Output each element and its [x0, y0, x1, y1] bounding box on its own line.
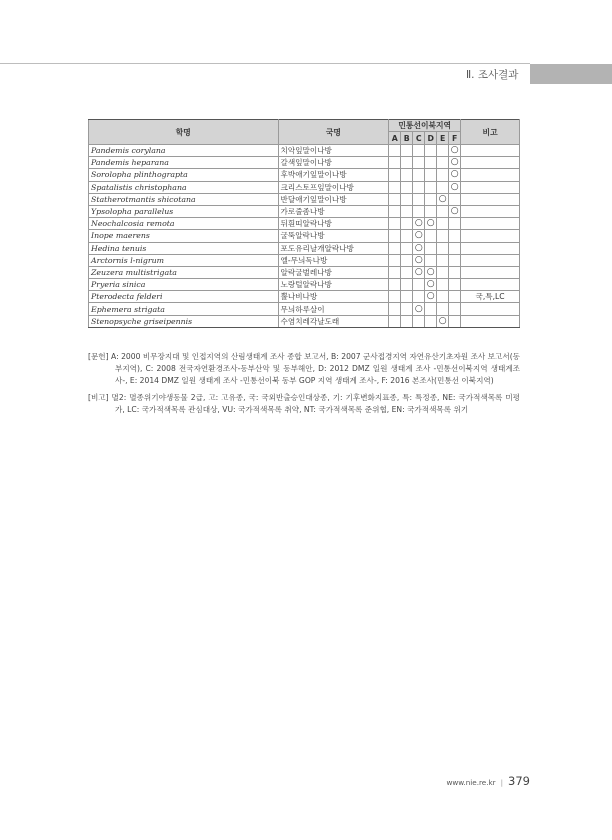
- presence-mark: [425, 242, 437, 254]
- korean-name: 치악잎말이나방: [278, 145, 389, 157]
- presence-mark: [401, 266, 413, 278]
- presence-mark: [413, 279, 425, 291]
- korean-name: 엘-무늬독나방: [278, 254, 389, 266]
- presence-mark: [449, 242, 461, 254]
- presence-mark: ○: [413, 230, 425, 242]
- remark-cell: 국,특,LC: [461, 291, 520, 303]
- presence-mark: ○: [425, 291, 437, 303]
- remark-cell: [461, 303, 520, 315]
- header-remarks: 비고: [461, 120, 520, 145]
- presence-mark: [425, 315, 437, 327]
- table-row: [89, 242, 520, 254]
- presence-mark: [449, 315, 461, 327]
- scientific-name: Pandemis heparana: [89, 157, 279, 169]
- presence-mark: [389, 181, 401, 193]
- header-scientific-name: 학명: [89, 120, 279, 145]
- korean-name: 알락굴벌레나방: [278, 266, 389, 278]
- presence-mark: [449, 218, 461, 230]
- presence-mark: [401, 169, 413, 181]
- presence-mark: [401, 157, 413, 169]
- korean-name: 후박애기잎말이나방: [278, 169, 389, 181]
- page-number: 379: [508, 774, 530, 788]
- header-rule: [0, 63, 530, 64]
- presence-mark: [413, 193, 425, 205]
- presence-mark: ○: [449, 145, 461, 157]
- presence-mark: [389, 230, 401, 242]
- scientific-name: Ephemera strigata: [89, 303, 279, 315]
- remark-cell: [461, 181, 520, 193]
- korean-name: 무늬하루살이: [278, 303, 389, 315]
- presence-mark: [401, 303, 413, 315]
- presence-mark: [389, 303, 401, 315]
- presence-mark: [413, 291, 425, 303]
- header-col-d: D: [425, 132, 437, 145]
- presence-mark: [401, 315, 413, 327]
- scientific-name: Zeuzera multistrigata: [89, 266, 279, 278]
- presence-mark: [413, 145, 425, 157]
- presence-mark: [389, 218, 401, 230]
- korean-name: 갈색잎말이나방: [278, 157, 389, 169]
- korean-name: 크리스토프잎말이나방: [278, 181, 389, 193]
- korean-name: 노랑털알락나방: [278, 279, 389, 291]
- presence-mark: [437, 169, 449, 181]
- header-col-b: B: [401, 132, 413, 145]
- scientific-name: Arctornis l-nigrum: [89, 254, 279, 266]
- presence-mark: [437, 279, 449, 291]
- scientific-name: Statherotmantis shicotana: [89, 193, 279, 205]
- table-row: [89, 230, 520, 242]
- header-region-group: 민통선이북지역: [389, 120, 461, 132]
- presence-mark: [437, 266, 449, 278]
- presence-mark: ○: [413, 218, 425, 230]
- korean-name: 뿔나비나방: [278, 291, 389, 303]
- presence-mark: [389, 315, 401, 327]
- presence-mark: [437, 218, 449, 230]
- presence-mark: [425, 193, 437, 205]
- korean-name: 포도유리날개알락나방: [278, 242, 389, 254]
- presence-mark: [425, 230, 437, 242]
- scientific-name: Ypsolopha parallelus: [89, 205, 279, 217]
- page-footer: [446, 774, 530, 788]
- presence-mark: [437, 205, 449, 217]
- presence-mark: [401, 242, 413, 254]
- table-row: [89, 205, 520, 217]
- presence-mark: [401, 218, 413, 230]
- presence-mark: [413, 157, 425, 169]
- presence-mark: [437, 157, 449, 169]
- remark-cell: [461, 218, 520, 230]
- presence-mark: [401, 279, 413, 291]
- presence-mark: [401, 145, 413, 157]
- header-col-e: E: [437, 132, 449, 145]
- presence-mark: [437, 242, 449, 254]
- scientific-name: Neochalcosia remota: [89, 218, 279, 230]
- remark-cell: [461, 315, 520, 327]
- presence-mark: [389, 254, 401, 266]
- table-row: [89, 254, 520, 266]
- presence-mark: ○: [437, 193, 449, 205]
- scientific-name: Spatalistis christophana: [89, 181, 279, 193]
- presence-mark: [413, 205, 425, 217]
- presence-mark: ○: [413, 254, 425, 266]
- korean-name: 뒤흰띠알락나방: [278, 218, 389, 230]
- presence-mark: [389, 242, 401, 254]
- table-row: [89, 157, 520, 169]
- presence-mark: [389, 169, 401, 181]
- presence-mark: ○: [437, 315, 449, 327]
- remark-cell: [461, 230, 520, 242]
- presence-mark: ○: [449, 205, 461, 217]
- presence-mark: ○: [449, 169, 461, 181]
- table-row: [89, 181, 520, 193]
- presence-mark: ○: [413, 266, 425, 278]
- table-row: [89, 193, 520, 205]
- presence-mark: [425, 145, 437, 157]
- literature-note: [문헌] A: 2000 비무장지대 및 인접지역의 산림생태계 조사 종합 보고서, B: 2007 군사접경지역 자연유산기초자원 조사 보고서(동부지역), C: 2008 전국자연환경조사-동부산악 및 동부해안, D: 2012 DMZ 일원 생태계 조사 -민통선이북지역 생태계조사-, E: 2014 DMZ 일원 생태계 조사 -민통선이북 동부 GOP 지역 생태계 조사-, F: 2016 본조사(민통선 이북지역): [88, 352, 520, 386]
- presence-mark: [425, 254, 437, 266]
- site-url: www.nie.re.kr: [446, 778, 496, 787]
- presence-mark: ○: [413, 303, 425, 315]
- remark-cell: [461, 193, 520, 205]
- presence-mark: [401, 230, 413, 242]
- table-row: [89, 303, 520, 315]
- presence-mark: [389, 145, 401, 157]
- presence-mark: ○: [449, 181, 461, 193]
- table-row: [89, 218, 520, 230]
- presence-mark: [389, 205, 401, 217]
- scientific-name: Hedina tenuis: [89, 242, 279, 254]
- presence-mark: ○: [449, 157, 461, 169]
- presence-mark: [437, 145, 449, 157]
- presence-mark: [413, 169, 425, 181]
- presence-mark: [401, 205, 413, 217]
- presence-mark: [389, 266, 401, 278]
- presence-mark: [401, 291, 413, 303]
- table-row: [89, 291, 520, 303]
- header-col-f: F: [449, 132, 461, 145]
- presence-mark: ○: [425, 266, 437, 278]
- korean-name: 반달애기잎말이나방: [278, 193, 389, 205]
- scientific-name: Pryeria sinica: [89, 279, 279, 291]
- presence-mark: [437, 254, 449, 266]
- section-title: Ⅱ. 조사결과: [466, 69, 519, 81]
- presence-mark: [425, 181, 437, 193]
- scientific-name: Pterodecta felderi: [89, 291, 279, 303]
- presence-mark: [389, 157, 401, 169]
- scientific-name: Sorolopha plinthograpta: [89, 169, 279, 181]
- presence-mark: ○: [413, 242, 425, 254]
- remark-cell: [461, 145, 520, 157]
- presence-mark: [401, 193, 413, 205]
- presence-mark: [425, 169, 437, 181]
- species-table: [88, 119, 520, 328]
- header-col-a: A: [389, 132, 401, 145]
- presence-mark: [449, 230, 461, 242]
- korean-name: 가로줄좀나방: [278, 205, 389, 217]
- presence-mark: [389, 291, 401, 303]
- remarks-note: [비고] 멸2: 멸종위기야생동물 2급, 고: 고유종, 국: 국외반출승인대상종, 기: 기후변화지표종, 특: 특정종, NE: 국가적색목록 미평가, LC: 국가적색목록 관심대상, VU: 국가적색목록 취약, NT: 국가적색목록 준위협, EN: 국가적색목록 위기: [88, 392, 520, 414]
- presence-mark: [425, 303, 437, 315]
- remark-cell: [461, 242, 520, 254]
- remark-cell: [461, 157, 520, 169]
- presence-mark: ○: [425, 279, 437, 291]
- presence-mark: [437, 303, 449, 315]
- remark-cell: [461, 205, 520, 217]
- presence-mark: [449, 266, 461, 278]
- presence-mark: [425, 205, 437, 217]
- remark-cell: [461, 279, 520, 291]
- table-row: [89, 169, 520, 181]
- header-col-c: C: [413, 132, 425, 145]
- remark-cell: [461, 169, 520, 181]
- header-korean-name: 국명: [278, 120, 389, 145]
- table-row: [89, 315, 520, 327]
- presence-mark: [389, 193, 401, 205]
- presence-mark: [449, 303, 461, 315]
- korean-name: 굴뚝알락나방: [278, 230, 389, 242]
- presence-mark: [449, 254, 461, 266]
- table-row: [89, 266, 520, 278]
- presence-mark: [401, 181, 413, 193]
- remark-cell: [461, 254, 520, 266]
- footer-separator: |: [500, 778, 504, 787]
- presence-mark: [449, 193, 461, 205]
- scientific-name: Pandemis corylana: [89, 145, 279, 157]
- section-tab: [530, 64, 612, 84]
- table-row: [89, 279, 520, 291]
- table-row: [89, 145, 520, 157]
- korean-name: 수염치레각날도래: [278, 315, 389, 327]
- scientific-name: Stenopsyche griseipennis: [89, 315, 279, 327]
- remark-cell: [461, 266, 520, 278]
- presence-mark: [401, 254, 413, 266]
- presence-mark: [437, 181, 449, 193]
- presence-mark: ○: [425, 218, 437, 230]
- scientific-name: Inope maerens: [89, 230, 279, 242]
- presence-mark: [437, 230, 449, 242]
- presence-mark: [413, 315, 425, 327]
- presence-mark: [449, 291, 461, 303]
- presence-mark: [413, 181, 425, 193]
- presence-mark: [389, 279, 401, 291]
- presence-mark: [425, 157, 437, 169]
- presence-mark: [449, 279, 461, 291]
- references: [88, 351, 520, 420]
- presence-mark: [437, 291, 449, 303]
